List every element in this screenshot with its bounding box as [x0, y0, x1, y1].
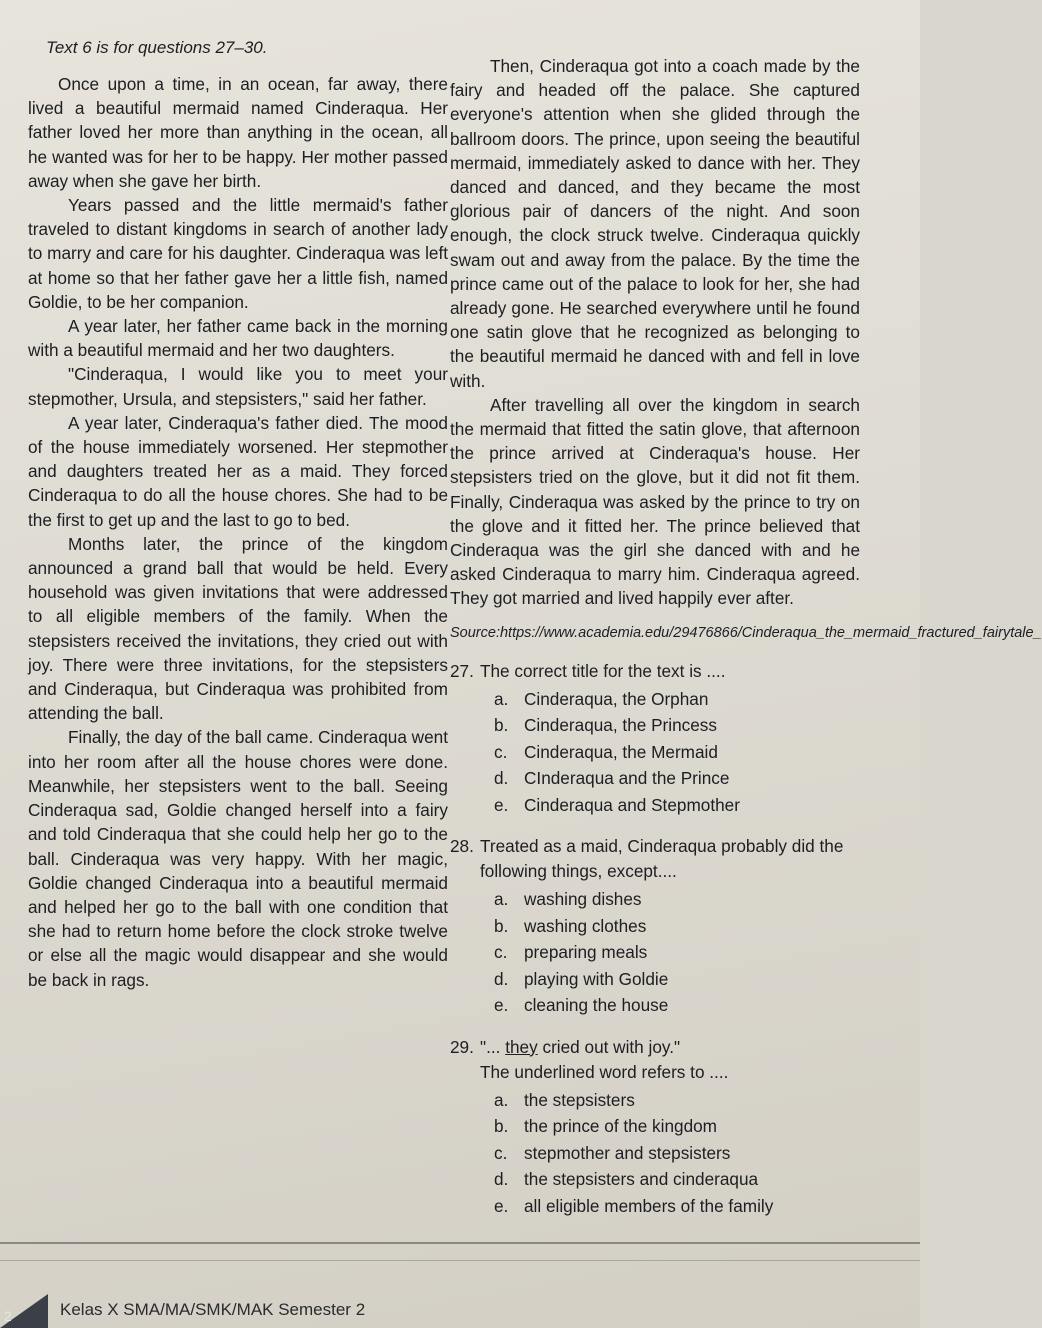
story-paragraph: Months later, the prince of the kingdom announced a grand ball that would be held. Every household was given invitations that were addressed to all eligible members of the family. When the stepsisters received the invitations, they cried out with joy. There were three invitations, for the stepsisters and Cinderaqua, but Cinderaqua was prohibited from attending the ball.	[28, 533, 448, 724]
answer-option[interactable]: d. CInderaqua and the Prince	[494, 768, 730, 789]
story-paragraph: Finally, the day of the ball came. Cinderaqua went into her room after all the house chores were done. Meanwhile, her stepsisters went to the ball. Seeing Cinderaqua sad, Goldie changed herself into a fairy and told Cinderaqua that she could help her go to the ball. Cinderaqua was very happy. With her magic, Goldie changed Cinderaqua into a beautiful mermaid and helped her go to the ball with one condition that she had to return home before the clock stroke twelve or else all the magic would disappear and she would be back in rags.	[28, 727, 448, 990]
question-28	[450, 834, 860, 1019]
answer-option[interactable]: b. washing clothes	[494, 915, 647, 936]
option-list	[494, 886, 860, 1019]
answer-option[interactable]: b. Cinderaqua, the Princess	[494, 715, 717, 736]
option-list	[494, 686, 860, 819]
left-column	[28, 38, 448, 992]
question-stem: Treated as a maid, Cinderaqua probably did the following things, except....	[480, 836, 844, 882]
answer-option[interactable]: c. stepmother and stepsisters	[494, 1142, 731, 1163]
story-paragraph: A year later, Cinderaqua's father died. The mood of the house immediately worsened. Her stepmother and daughters treated her as a maid. They forced Cinderaqua to do all the house chores. She had to be the first to get up and the last to go to bed.	[28, 412, 448, 530]
question-number: 27.	[450, 660, 474, 681]
answer-option[interactable]: b. the prince of the kingdom	[494, 1116, 717, 1137]
underlined-word: they	[505, 1036, 538, 1057]
story-paragraph: After travelling all over the kingdom in search the mermaid that fitted the satin glove, that afternoon the prince arrived at Cinderaqua's house. Her stepsisters tried on the glove, but it did not fit them. Finally, Cinderaqua was asked by the prince to try on the glove and it fitted her. The prince believed that Cinderaqua was the girl she danced with and he asked Cinderaqua to marry him. Cinderaqua agreed. They got married and lived happily ever after.	[450, 394, 860, 609]
question-number: 28.	[450, 836, 474, 857]
answer-option[interactable]: a. washing dishes	[494, 889, 642, 910]
story-paragraph: Once upon a time, in an ocean, far away, there lived a beautiful mermaid named Cinderaqua. Her father loved her more than anything in the ocean, all he wanted was for her to be happy. Her mother passed away when she gave her birth.	[28, 74, 448, 191]
answer-option[interactable]: d. the stepsisters and cinderaqua	[494, 1169, 759, 1190]
answer-option[interactable]: e. Cinderaqua and Stepmother	[494, 794, 740, 815]
option-list	[494, 1087, 860, 1220]
question-27	[450, 659, 860, 819]
text-heading: Text 6 is for questions 27–30.	[46, 38, 268, 57]
answer-option[interactable]: e. cleaning the house	[494, 995, 669, 1016]
right-column	[450, 54, 1042, 1219]
story-paragraph: A year later, her father came back in the morning with a beautiful mermaid and her two daughters.	[28, 316, 448, 361]
answer-option[interactable]: c. preparing meals	[494, 942, 648, 963]
question-stem: "... they cried out with joy." The underlined word refers to ....	[480, 1036, 729, 1082]
source-citation: Source:https://www.academia.edu/29476866/Cinderaqua_the_mermaid_fractured_fairytale_	[450, 624, 1042, 641]
footer-divider	[0, 1242, 920, 1244]
answer-option[interactable]: a. the stepsisters	[494, 1089, 635, 1110]
answer-option[interactable]: c. Cinderaqua, the Mermaid	[494, 741, 718, 762]
page-number: 2	[4, 1308, 12, 1324]
question-number: 29.	[450, 1036, 474, 1057]
answer-option[interactable]: a. Cinderaqua, the Orphan	[494, 688, 709, 709]
footer-divider-thin	[0, 1260, 920, 1261]
question-29	[450, 1035, 860, 1220]
question-stem: The correct title for the text is ....	[480, 660, 726, 681]
footer-text: Kelas X SMA/MA/SMK/MAK Semester 2	[60, 1300, 366, 1319]
answer-option[interactable]: d. playing with Goldie	[494, 968, 669, 989]
story-paragraph: Years passed and the little mermaid's father traveled to distant kingdoms in search of another lady to marry and care for his daughter. Cinderaqua was left at home so that her father gave her a little fish, named Goldie, to be her companion.	[28, 195, 448, 312]
answer-option[interactable]: e. all eligible members of the family	[494, 1195, 774, 1216]
story-paragraph: Then, Cinderaqua got into a coach made by the fairy and headed off the palace. She captured everyone's attention when she glided through the ballroom doors. The prince, upon seeing the beautiful mermaid, immediately asked to dance with her. They danced and danced, and they became the most glorious pair of dancers of the night. And soon enough, the clock struck twelve. Cinderaqua quickly swam out and away from the palace. By the time the prince came out of the palace to look for her, she had already gone. He searched everywhere until he found one satin glove that he recognized as belonging to the beautiful mermaid he danced with and fell in love with.	[450, 56, 860, 391]
story-paragraph: "Cinderaqua, I would like you to meet your stepmother, Ursula, and stepsisters," said her father.	[28, 364, 448, 409]
